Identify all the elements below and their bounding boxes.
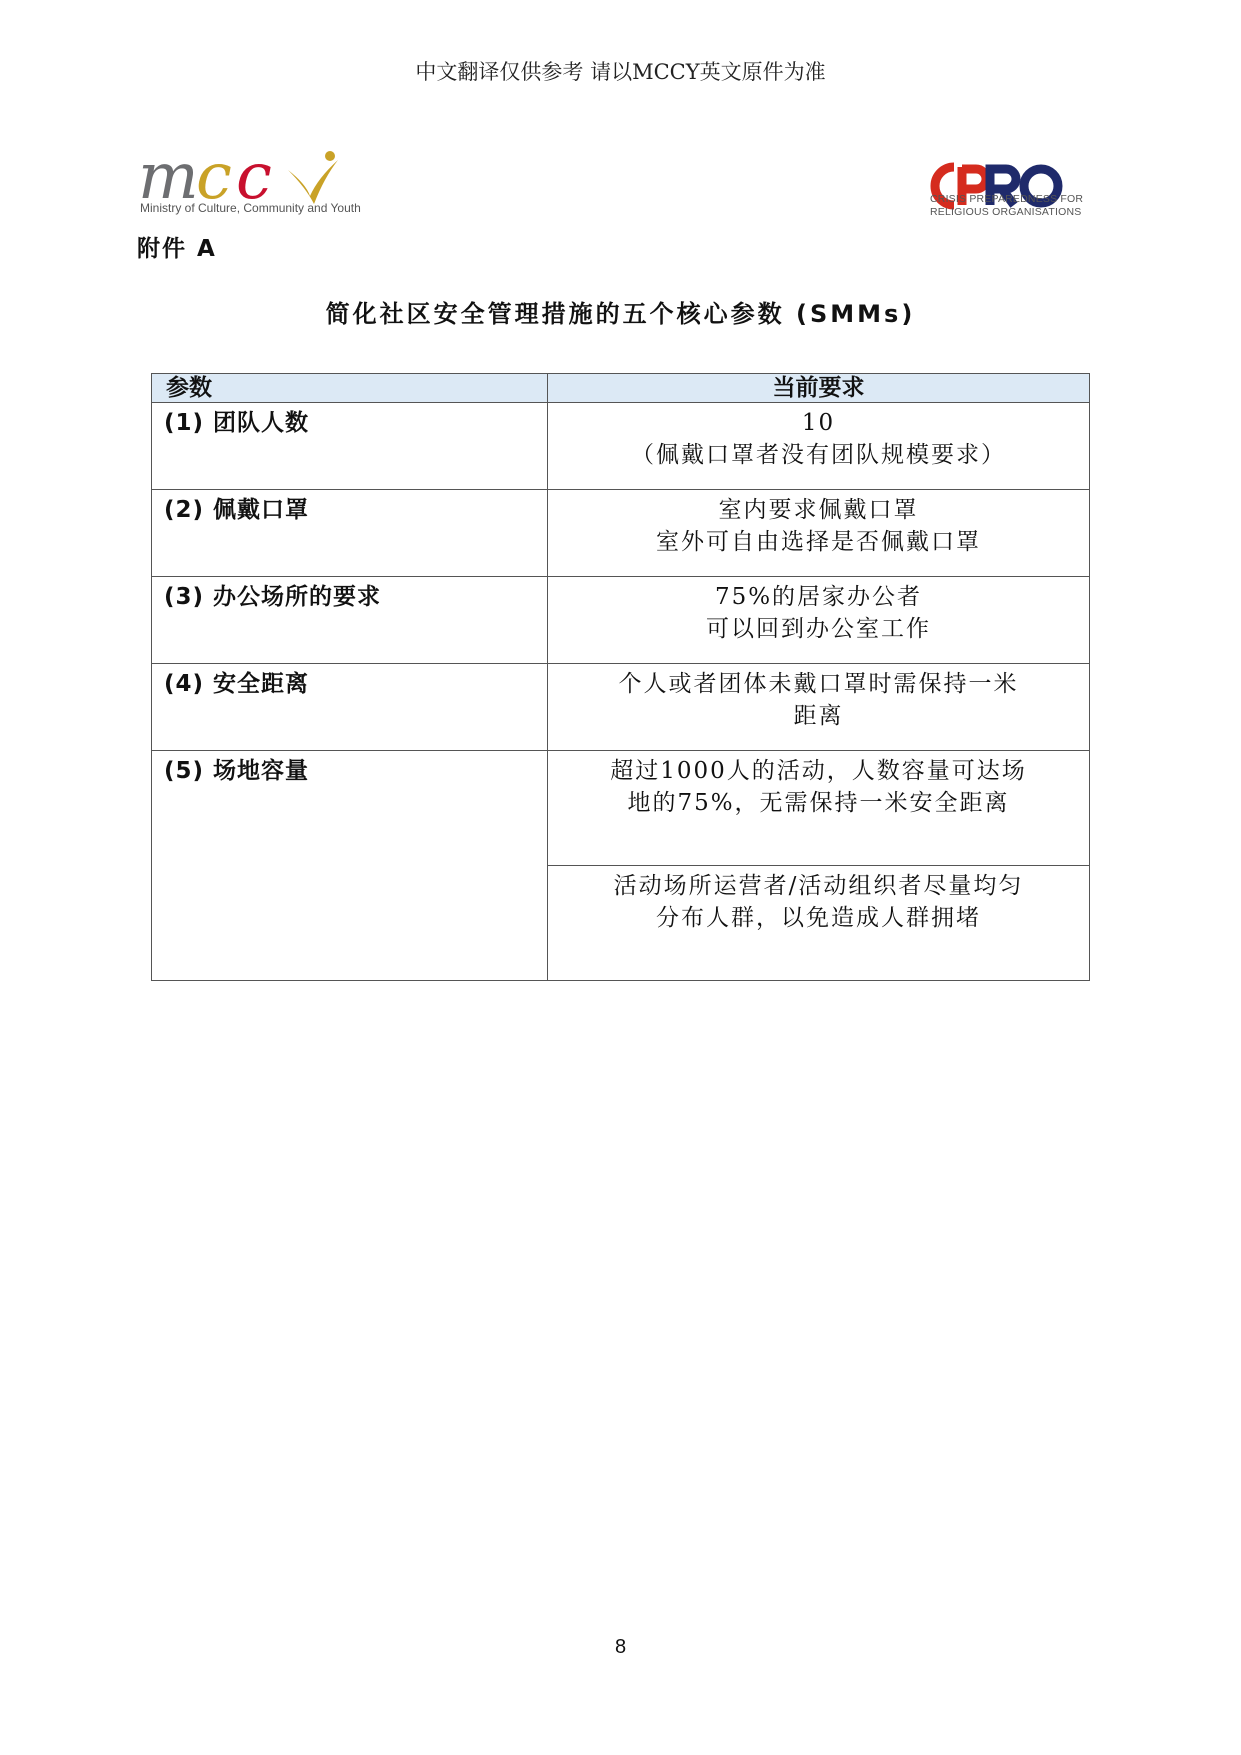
table-row	[152, 403, 1090, 490]
req-venue-crowd-distribution	[548, 866, 1090, 981]
req-safe-distance	[548, 664, 1090, 751]
req-group-size	[548, 403, 1090, 490]
req-line: 个人或者团体未戴口罩时需保持一米	[618, 671, 1019, 697]
req-venue-capacity	[548, 751, 1090, 866]
param-mask-wearing: (2) 佩戴口罩	[152, 490, 548, 577]
header-parameter: 参数	[152, 374, 548, 403]
table-row	[152, 664, 1090, 751]
smm-parameters-table	[151, 373, 1090, 981]
table-row	[152, 751, 1090, 866]
req-line: 室内要求佩戴口罩	[718, 497, 919, 523]
page-number: 8	[614, 1636, 627, 1658]
req-workplace	[548, 577, 1090, 664]
table-row	[152, 490, 1090, 577]
param-safe-distance: (4) 安全距离	[152, 664, 548, 751]
req-mask-wearing	[548, 490, 1090, 577]
cpro-subtitle-line1: CRISIS PREPAREDNESS FOR	[930, 193, 1084, 205]
req-line: 超过1000人的活动，人数容量可达场	[610, 758, 1027, 784]
header-requirement: 当前要求	[548, 374, 1090, 403]
mccy-subtitle: Ministry of Culture, Community and Youth	[140, 201, 361, 215]
req-line: 分布人群，以免造成人群拥堵	[656, 905, 981, 931]
svg-text:c: c	[236, 140, 272, 214]
req-line: 距离	[793, 703, 844, 729]
svg-text:c: c	[196, 140, 232, 214]
param-group-size: (1) 团队人数	[152, 403, 548, 490]
table-header-row	[152, 374, 1090, 403]
req-line: 地的75%，无需保持一米安全距离	[627, 790, 1010, 816]
cpro-subtitle	[930, 193, 1083, 219]
cpro-subtitle-line2: RELIGIOUS ORGANISATIONS	[930, 206, 1082, 218]
param-workplace: (3) 办公场所的要求	[152, 577, 548, 664]
document-title: 简化社区安全管理措施的五个核心参数 (SMMs)	[325, 300, 916, 328]
param-venue-capacity: (5) 场地容量	[152, 751, 548, 981]
translation-disclaimer: 中文翻译仅供参考 请以MCCY英文原件为准	[415, 60, 826, 84]
req-line: 活动场所运营者/活动组织者尽量均匀	[613, 873, 1024, 899]
req-line: 75%的居家办公者	[714, 584, 923, 610]
req-line: （佩戴口罩者没有团队规模要求）	[631, 442, 1006, 468]
annex-label: 附件 A	[137, 236, 217, 262]
req-line: 10	[801, 410, 836, 436]
svg-text:m: m	[138, 140, 199, 214]
req-line: 可以回到办公室工作	[706, 616, 931, 642]
table-row	[152, 577, 1090, 664]
req-line: 室外可自由选择是否佩戴口罩	[656, 529, 981, 555]
